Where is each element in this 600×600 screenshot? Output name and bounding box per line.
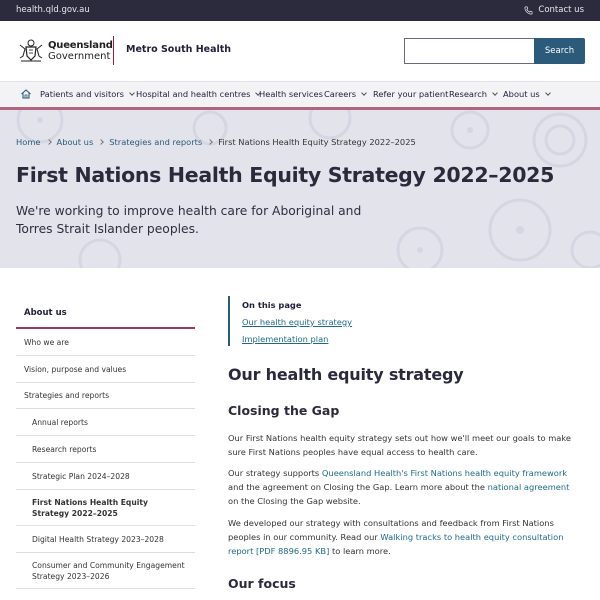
text: on the Closing the Gap website.	[228, 496, 361, 506]
sidebar-item-annual-reports[interactable]: Annual reports	[16, 409, 195, 436]
nav-label: Refer your patient	[373, 89, 449, 99]
qld-crest-icon[interactable]	[17, 36, 45, 64]
search-button[interactable]: Search	[534, 38, 585, 64]
qld-government-logo-text[interactable]	[48, 40, 113, 62]
chevron-right-icon	[46, 139, 52, 145]
chevron-down-icon	[545, 90, 551, 96]
sidebar-title[interactable]: About us	[16, 296, 195, 329]
chevron-down-icon	[129, 90, 135, 96]
text: and the agreement on Closing the Gap. Learn more about the	[228, 482, 488, 492]
paragraph-intro: Our First Nations health equity strategy sets out how we'll meet our goals to make sure First Nations peoples have equal access to health care.	[228, 433, 572, 457]
nav-label: Hospital and health centres	[136, 89, 251, 99]
nav-label: Careers	[324, 89, 357, 99]
link-consultation-report[interactable]: Walking tracks to health equity consultation report [PDF 8896.95 KB]	[228, 532, 564, 556]
breadcrumb-about-us[interactable]: About us	[56, 137, 94, 147]
chevron-down-icon	[361, 90, 367, 96]
subheading-closing-the-gap: Closing the Gap	[228, 403, 340, 418]
site-link[interactable]: health.qld.gov.au	[16, 5, 90, 15]
site-header	[0, 21, 600, 81]
nav-label: Health services	[259, 89, 323, 99]
sidebar-item-research-reports[interactable]: Research reports	[16, 436, 195, 463]
gov-line1: Queensland	[48, 40, 113, 51]
nav-label: Patients and visitors	[40, 89, 125, 99]
sidebar-item-consumer-engagement-strategy[interactable]: Consumer and Community Engagement Strategy 2023–2026	[16, 553, 195, 589]
text: to learn more.	[329, 546, 391, 556]
breadcrumb-current: First Nations Health Equity Strategy 2022–2025	[218, 137, 416, 147]
chevron-right-icon	[207, 139, 213, 145]
main-navigation	[0, 81, 600, 107]
text: Our strategy supports	[228, 468, 322, 478]
nav-label: Research	[449, 89, 488, 99]
search-input[interactable]	[404, 38, 535, 64]
decorative-pattern	[0, 110, 600, 268]
link-national-agreement[interactable]: national agreement	[487, 482, 570, 492]
breadcrumb-home[interactable]: Home	[16, 137, 41, 147]
phone-icon	[524, 6, 533, 15]
top-utility-bar	[0, 0, 600, 21]
page-lead: We're working to improve health care for Aboriginal and Torres Strait Islander peoples.	[16, 204, 362, 236]
sidebar-item-who-we-are[interactable]: Who we are	[16, 329, 195, 356]
subheading-our-focus: Our focus	[228, 576, 296, 591]
on-this-page	[228, 296, 352, 346]
sidebar-item-strategies-and-reports[interactable]: Strategies and reports	[16, 383, 195, 409]
nav-research[interactable]	[449, 89, 497, 99]
paragraph-framework	[228, 466, 573, 508]
section-heading: Our health equity strategy	[228, 365, 464, 384]
link-health-equity-framework[interactable]: Queensland Health's First Nations health equity framework	[321, 468, 568, 478]
nav-patients-and-visitors[interactable]	[40, 89, 134, 99]
home-icon[interactable]	[20, 88, 32, 100]
sidebar-item-first-nations-strategy[interactable]: First Nations Health Equity Strategy 2022–2025	[16, 490, 195, 526]
on-this-page-heading: On this page	[242, 300, 302, 310]
chevron-down-icon	[492, 90, 498, 96]
text: We developed our strategy with consultations and feedback from First Nations peoples in our community. Read our	[228, 518, 554, 542]
contact-us-label: Contact us	[538, 5, 584, 15]
gov-line2: Government	[48, 51, 111, 62]
page-title: First Nations Health Equity Strategy 2022–2025	[16, 163, 555, 187]
on-this-page-link-implementation[interactable]: Implementation plan	[242, 334, 329, 344]
nav-careers[interactable]	[324, 89, 366, 99]
nav-hospital-and-health-centres[interactable]	[136, 89, 260, 99]
on-this-page-link-strategy[interactable]: Our health equity strategy	[242, 317, 353, 327]
section-sidebar	[16, 296, 195, 589]
header-divider	[113, 36, 114, 65]
nav-health-services[interactable]	[259, 89, 323, 99]
sidebar-item-strategic-plan[interactable]: Strategic Plan 2024–2028	[16, 463, 195, 490]
contact-us-link[interactable]	[524, 5, 584, 15]
chevron-right-icon	[98, 139, 104, 145]
metro-south-health-brand[interactable]: Metro South Health	[126, 44, 232, 55]
nav-refer-your-patient[interactable]	[373, 89, 448, 99]
sidebar-item-vision[interactable]: Vision, purpose and values	[16, 356, 195, 383]
paragraph-consultation	[228, 516, 573, 558]
nav-about-us[interactable]	[503, 89, 550, 99]
nav-label: About us	[503, 89, 540, 99]
sidebar-item-digital-health-strategy[interactable]: Digital Health Strategy 2023–2028	[16, 526, 195, 553]
page-hero	[0, 110, 600, 268]
breadcrumb-strategies-and-reports[interactable]: Strategies and reports	[109, 137, 203, 147]
breadcrumb	[16, 137, 416, 147]
